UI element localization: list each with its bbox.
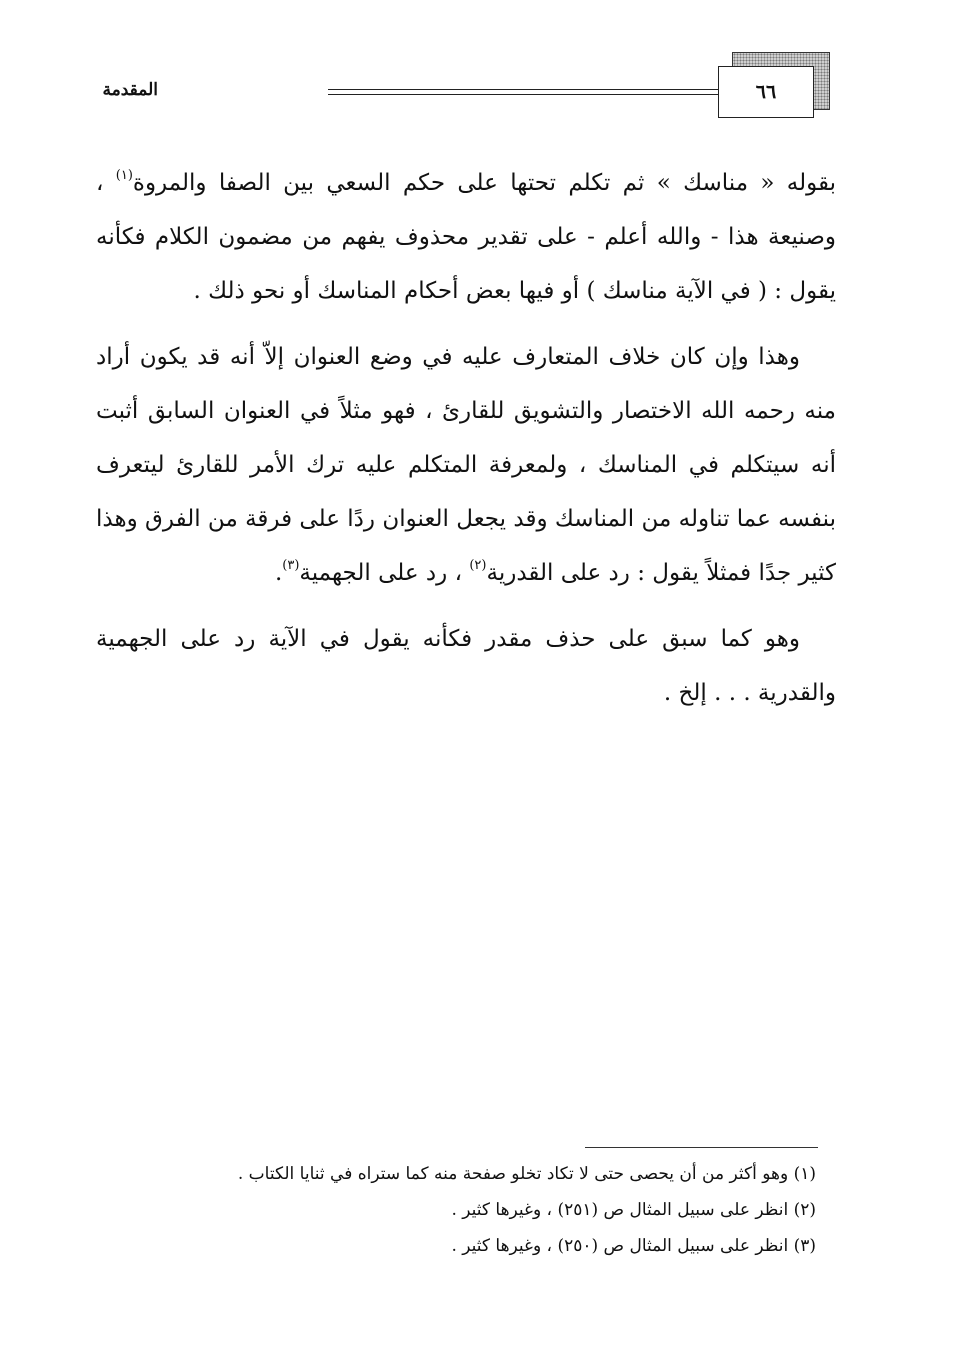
paragraph-1-text-b: ، وصنيعة هذا - والله أعلم - على تقدير محذوف يفهم من مضمون الكلام فكأنه يقول : ( في الآية مناسك ) أو فيها بعض أحكام المناسك أو نحو ذلك . [96,170,836,304]
header-rule [328,89,718,95]
paragraph-1 [96,156,836,318]
footnote-mark-3: (٣) [282,558,300,573]
footnote-mark-2: (٢) [469,558,487,573]
paragraph-2-text-c: . [274,560,283,586]
paragraph-2 [96,330,836,600]
paragraph-1-text-a: بقوله « مناسك » ثم تكلم تحتها على حكم السعي بين الصفا والمروة [132,170,836,196]
footnote-mark-1: (١) [115,168,133,183]
footnote-separator [585,1147,818,1148]
footnote-2: (٢) انظر على سبيل المثال ص (٢٥١) ، وغيرها كثير . [451,1200,816,1220]
page-number: ٦٦ [755,81,777,103]
paragraph-2-text-a: وهذا وإن كان خلاف المتعارف عليه في وضع العنوان إلاّ أنه قد يكون أراد منه رحمه الله الاختصار والتشويق للقارئ ، فهو مثلاً في العنوان السابق أثبت أنه سيتكلم في المناسك ، ولمعرفة المتكلم عليه ترك الأمر للقارئ ليتعرف بنفسه عما تناوله من المناسك وقد يجعل العنوان ردًا على فرقة من الفرق وهذا كثير جدًا فمثلاً يقول : رد على القدرية [96,344,836,586]
body-text [96,156,836,732]
paragraph-3: وهو كما سبق على حذف مقدر فكأنه يقول في الآية رد على الجهمية والقدرية . . . إلخ . [96,626,836,706]
footnote-3: (٣) انظر على سبيل المثال ص (٢٥٠) ، وغيرها كثير . [451,1236,816,1256]
footnote-1: (١) وهو أكثر من أن يحصى حتى لا تكاد تخلو صفحة منه كما ستراه في ثنايا الكتاب . [237,1164,816,1184]
running-header-title: المقدمة [102,80,158,100]
page-number-box [718,66,814,118]
paragraph-2-text-b: ، رد على الجهمية [299,560,470,586]
footnotes [80,1156,816,1264]
